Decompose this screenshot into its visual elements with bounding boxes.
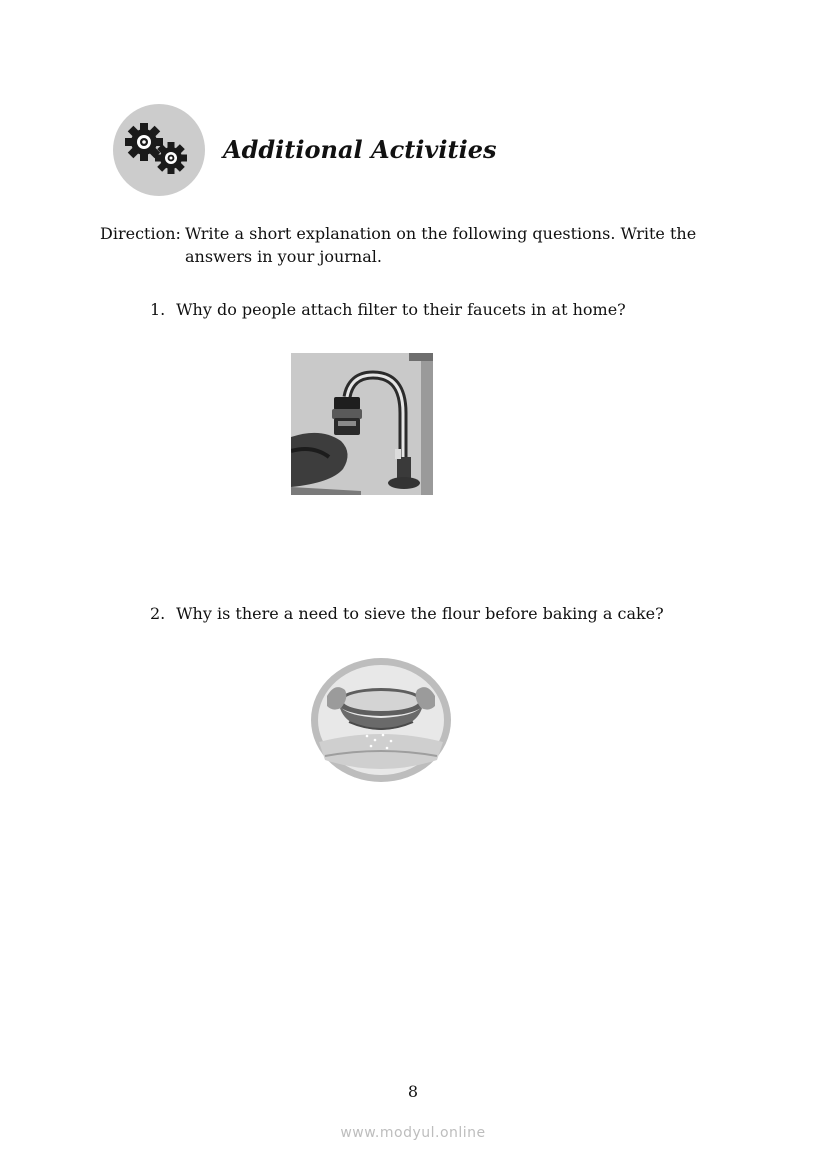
- watermark: www.modyul.online: [340, 1125, 486, 1141]
- section-title: Additional Activities: [223, 135, 497, 164]
- question-number: 1.: [150, 300, 166, 319]
- direction-label: Direction:: [100, 224, 181, 243]
- flour-sieve-illustration: [309, 656, 453, 784]
- question-number: 2.: [150, 604, 166, 623]
- direction-block: [100, 222, 720, 268]
- question-text: Why do people attach filter to their faucets in at home?: [176, 300, 626, 319]
- question-2: [150, 602, 664, 625]
- direction-text: Write a short explanation on the following questions. Write the answers in your journal.: [185, 224, 697, 266]
- faucet-filter-illustration: [291, 353, 433, 495]
- question-1: [150, 298, 626, 321]
- gears-icon: [113, 104, 205, 196]
- page-number: 8: [407, 1082, 419, 1101]
- small-gear: [155, 142, 187, 174]
- question-text: Why is there a need to sieve the flour before baking a cake?: [176, 604, 664, 623]
